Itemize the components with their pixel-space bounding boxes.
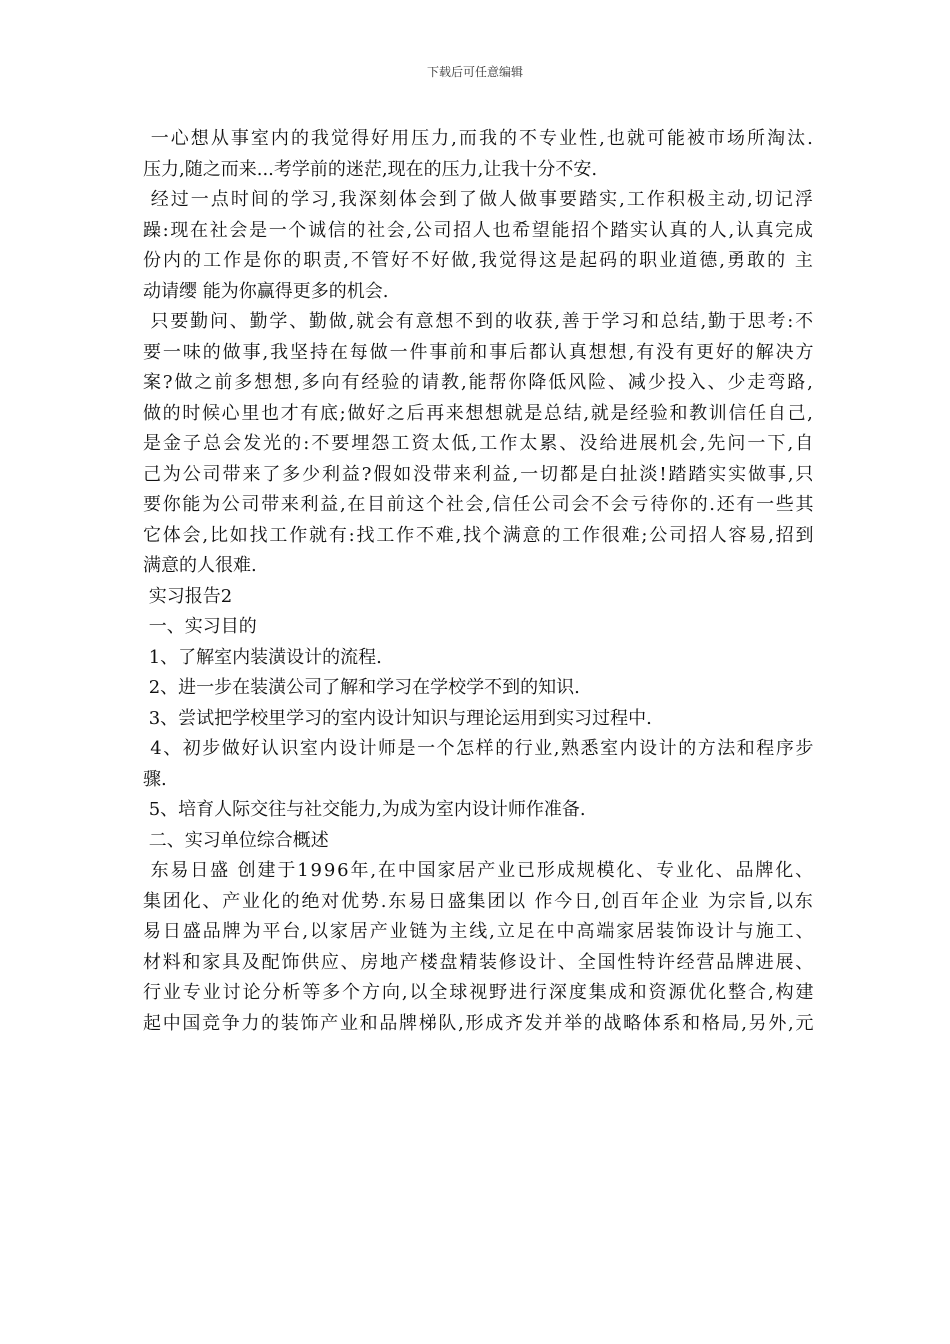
text-line: 2、进一步在装潢公司了解和学习在学校学不到的知识. xyxy=(143,677,580,698)
text-line: 己为公司带来了多少利益?假如没带来利益,一切都是白扯淡!踏踏实实做事,只 xyxy=(143,463,816,485)
text-line: 躁:现在社会是一个诚信的社会,公司招人也希望能招个踏实认真的人,认真完成 xyxy=(143,219,815,241)
text-line: 二、实习单位综合概述 xyxy=(143,829,329,851)
text-line: 要你能为公司带来利益,在目前这个社会,信任公司会不会亏待你的.还有一些其 xyxy=(143,494,816,515)
text-line: 份内的工作是你的职责,不管好不好做,我觉得这是起码的职业道德,勇敢的 主 xyxy=(143,250,815,271)
text-line: 它体会,比如找工作就有:找工作不难,找个满意的工作很难;公司招人容易,招到 xyxy=(143,524,816,546)
text-line: 起中国竞争力的装饰产业和品牌梯队,形成齐发并举的战略体系和格局,另外,元 xyxy=(143,1012,816,1034)
text-line: 集团化、产业化的绝对优势.东易日盛集团以 作今日,创百年企业 为宗旨,以东 xyxy=(143,890,815,912)
text-line: 3、尝试把学校里学习的室内设计知识与理论运用到实习过程中. xyxy=(143,707,652,729)
text-line: 一心想从事室内的我觉得好用压力,而我的不专业性,也就可能被市场所淘汰. xyxy=(143,128,815,149)
text-line: 1、了解室内装潢设计的流程. xyxy=(143,646,382,668)
text-line: 易日盛品牌为平台,以家居产业链为主线,立足在中高端家居装饰设计与施工、 xyxy=(143,921,816,942)
text-line: 4、初步做好认识室内设计师是一个怎样的行业,熟悉室内设计的方法和程序步 xyxy=(143,738,815,759)
text-line: 实习报告2 xyxy=(143,585,233,607)
text-line: 骤. xyxy=(143,768,167,790)
text-line: 经过一点时间的学习,我深刻体会到了做人做事要踏实,工作积极主动,切记浮 xyxy=(143,189,815,210)
text-line: 东易日盛 创建于1996年,在中国家居产业已形成规模化、专业化、品牌化、 xyxy=(143,860,815,881)
text-line: 是金子总会发光的:不要埋怨工资太低,工作太累、没给进展机会,先问一下,自 xyxy=(143,433,816,454)
text-line: 只要勤问、勤学、勤做,就会有意想不到的收获,善于学习和总结,勤于思考:不 xyxy=(143,311,815,332)
text-line: 压力,随之而来...考学前的迷茫,现在的压力,让我十分不安. xyxy=(143,158,598,180)
document-body xyxy=(143,124,815,1039)
text-line: 行业专业讨论分析等多个方向,以全球视野进行深度集成和资源优化整合,构建 xyxy=(143,982,816,1003)
text-line: 满意的人很难. xyxy=(143,555,257,576)
text-line: 5、培育人际交往与社交能力,为成为室内设计师作准备. xyxy=(143,799,586,820)
text-line: 做的时候心里也才有底;做好之后再来想想就是总结,就是经验和教训信任自己, xyxy=(143,402,815,424)
page-header: 下载后可任意编辑 xyxy=(426,65,523,79)
text-line: 要一味的做事,我坚持在每做一件事前和事后都认真想想,有没有更好的解决方 xyxy=(143,341,816,363)
text-line: 动请缨 能为你赢得更多的机会. xyxy=(143,280,389,302)
text-line: 案?做之前多想想,多向有经验的请教,能帮你降低风险、减少投入、少走弯路, xyxy=(143,372,815,393)
text-line: 材料和家具及配饰供应、房地产楼盘精装修设计、全国性特许经营品牌进展、 xyxy=(143,951,815,973)
text-line: 一、实习目的 xyxy=(143,616,257,637)
